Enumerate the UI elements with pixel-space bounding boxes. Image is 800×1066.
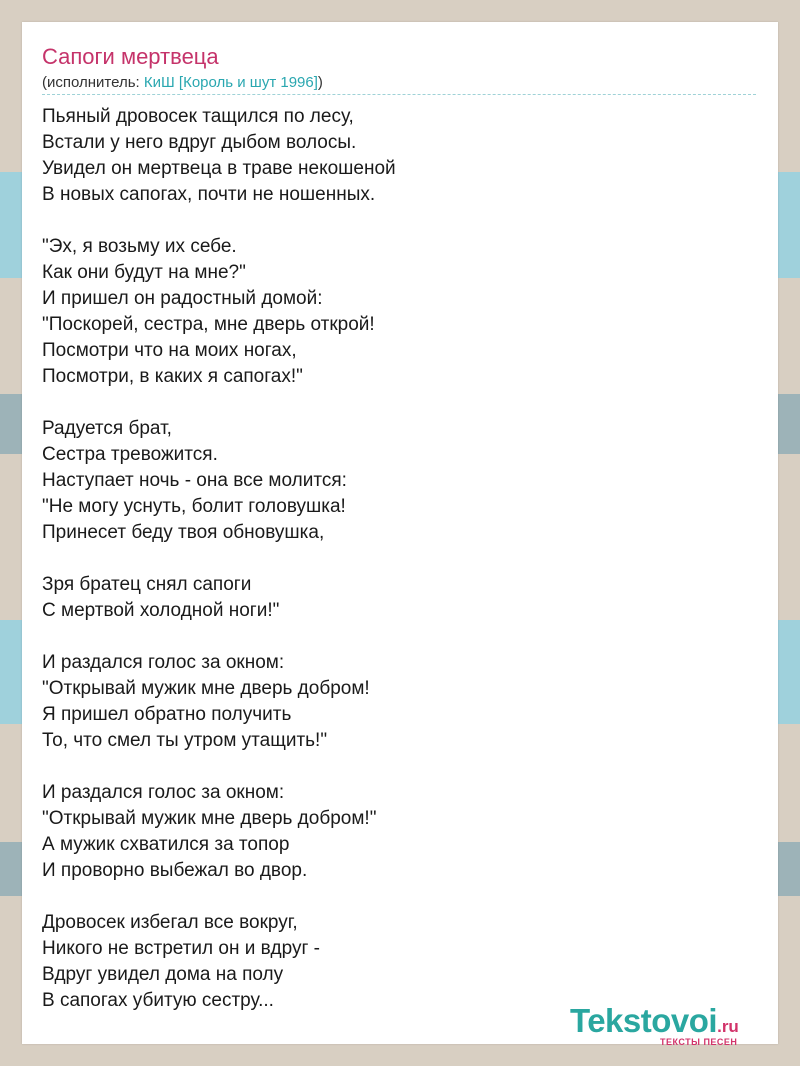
lyric-line: Радуется брат,: [42, 418, 172, 439]
logo-wordmark: Tekstovoi: [570, 1002, 718, 1039]
meta-suffix: ): [317, 74, 323, 91]
logo-domain: .ru: [717, 1017, 739, 1036]
logo-tagline: ТЕКСТЫ ПЕСЕН: [660, 1037, 738, 1047]
stanza: [42, 650, 742, 754]
site-logo[interactable]: [570, 1002, 770, 1047]
lyric-line: Наступает ночь - она все молится:: [42, 470, 347, 491]
stanza: [42, 234, 742, 390]
lyric-line: "Открывай мужик мне дверь добром!": [42, 808, 377, 829]
lyric-line: Никого не встретил он и вдруг -: [42, 938, 320, 959]
lyric-line: Зря братец снял сапоги: [42, 574, 252, 595]
lyric-line: "Открывай мужик мне дверь добром!: [42, 678, 370, 699]
album-link[interactable]: [Король и шут 1996]: [178, 74, 318, 91]
lyrics-card: [22, 22, 778, 1047]
lyrics-text: [42, 104, 742, 1040]
lyric-line: С мертвой холодной ноги!": [42, 600, 280, 621]
stanza: [42, 910, 742, 1014]
lyric-line: Вдруг увидел дома на полу: [42, 964, 284, 985]
lyric-line: И проворно выбежал во двор.: [42, 860, 308, 881]
song-meta: [42, 74, 323, 91]
lyric-line: Встали у него вдруг дыбом волосы.: [42, 132, 357, 153]
lyric-line: "Поскорей, сестра, мне дверь открой!: [42, 314, 375, 335]
lyric-line: "Не могу уснуть, болит головушка!: [42, 496, 346, 517]
lyric-line: В сапогах убитую сестру...: [42, 990, 274, 1011]
stanza: [42, 780, 742, 884]
lyric-line: Посмотри что на моих ногах,: [42, 340, 297, 361]
lyric-line: Увидел он мертвеца в траве некошеной: [42, 158, 396, 179]
lyric-line: "Эх, я возьму их себе.: [42, 236, 237, 257]
artist-link[interactable]: КиШ: [143, 74, 175, 91]
lyric-line: Дровосек избегал все вокруг,: [42, 912, 298, 933]
lyric-line: И раздался голос за окном:: [42, 782, 285, 803]
song-title: Сапоги мертвеца: [42, 44, 219, 69]
meta-prefix: (исполнитель:: [42, 74, 144, 91]
lyric-line: То, что смел ты утром утащить!": [42, 730, 328, 751]
stanza: [42, 572, 742, 624]
lyric-line: Сестра тревожится.: [42, 444, 218, 465]
stanza: [42, 104, 742, 208]
lyric-line: Я пришел обратно получить: [42, 704, 292, 725]
lyric-line: А мужик схватился за топор: [42, 834, 290, 855]
lyric-line: Как они будут на мне?": [42, 262, 246, 283]
divider: [42, 94, 756, 95]
lyric-line: И пришел он радостный домой:: [42, 288, 323, 309]
lyric-line: Посмотри, в каких я сапогах!": [42, 366, 303, 387]
lyric-line: В новых сапогах, почти не ношенных.: [42, 184, 376, 205]
lyric-line: Пьяный дровосек тащился по лесу,: [42, 106, 354, 127]
stanza: [42, 416, 742, 546]
lyric-line: И раздался голос за окном:: [42, 652, 285, 673]
lyric-line: Принесет беду твоя обновушка,: [42, 522, 325, 543]
